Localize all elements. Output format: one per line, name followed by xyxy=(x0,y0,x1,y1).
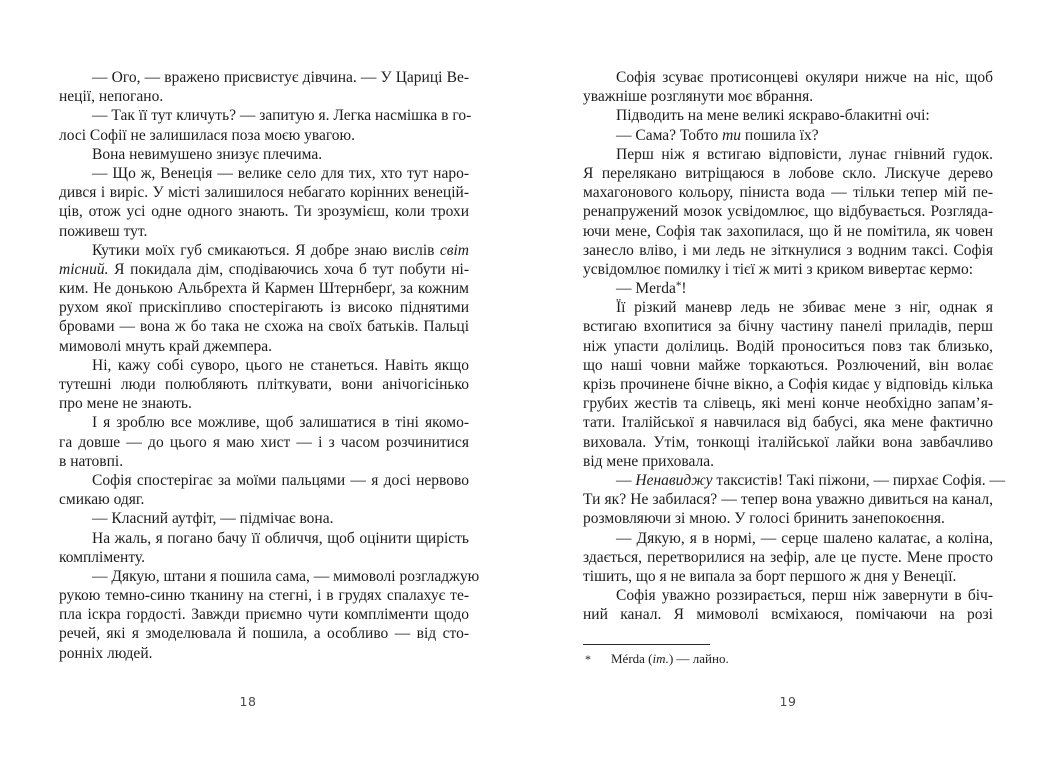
paragraph xyxy=(583,279,993,298)
text-run: — Дякую, штани я пошила сама, — мимоволі розгладжую xyxy=(92,567,480,585)
text-line xyxy=(59,433,469,452)
paragraph xyxy=(583,126,993,145)
text-line xyxy=(59,413,469,432)
paragraph xyxy=(59,106,472,144)
text-run: грубих жестів та слівець, які мені конче необхідно запам’я- xyxy=(583,395,993,413)
text-line xyxy=(583,509,993,528)
text-run: поживеш тут. xyxy=(59,222,148,240)
page-number-right: 19 xyxy=(779,694,797,709)
text-run: в натовпі. xyxy=(59,452,124,470)
text-line xyxy=(583,68,993,87)
text-run: смикаю одяг. xyxy=(59,491,145,509)
footnote xyxy=(583,644,993,668)
italic-text: тісний. xyxy=(59,260,109,278)
text-run: Софія зсуває протисонцеві окуляри нижче на ніс, щоб xyxy=(616,69,993,86)
text-line xyxy=(59,68,469,87)
page-right-text-column xyxy=(583,68,1006,668)
text-run: виховала. Утім, тонкощі італійської лайки вона завбачливо xyxy=(583,433,993,451)
text-run: Вона невимушено знизує плечима. xyxy=(92,145,323,163)
text-line xyxy=(583,413,993,432)
text-line xyxy=(59,452,469,471)
footnote-reference-marker: * xyxy=(675,280,682,293)
text-line xyxy=(583,529,993,548)
text-line xyxy=(59,202,469,221)
text-run: дився і виріс. У місті залишилося небагато корінних венецій- xyxy=(59,184,469,202)
paragraph xyxy=(59,68,469,106)
text-line xyxy=(59,509,469,528)
text-line xyxy=(59,567,480,586)
text-line xyxy=(59,548,469,567)
text-run: Перш ніж я встигаю відповісти, лунає гнівний гудок. xyxy=(616,145,993,163)
text-run: речей, які я змоделювала й пошила, а особливо — від сто- xyxy=(59,625,469,643)
text-run: компліменту. xyxy=(59,548,145,566)
footnote-text xyxy=(583,650,993,668)
text-run: тутешні люди полюбляють пліткувати, вони анічогісінько xyxy=(59,376,469,393)
paragraph xyxy=(583,586,993,624)
text-run: Софія спостерігає за моїми пальцями — я досі нервово xyxy=(92,471,469,489)
paragraph xyxy=(59,145,469,164)
text-line xyxy=(59,126,469,145)
paragraph xyxy=(59,471,469,509)
text-line xyxy=(583,433,993,452)
text-line xyxy=(583,471,1006,490)
text-run: тати. Італійської я навчилася від бабусі, яка мене фактично xyxy=(583,414,993,432)
text-run: Підводить на мене великі яскраво-блакитні очі: xyxy=(616,107,930,125)
text-line xyxy=(583,337,993,356)
text-line xyxy=(59,337,469,356)
page-left-text-column xyxy=(59,68,480,663)
footnote-marker: * xyxy=(585,652,591,667)
text-run: занесло вліво, і ми ледь не зіткнулися з водним таксі. Софія xyxy=(583,241,993,259)
paragraph xyxy=(59,356,469,414)
text-run: — Сама? Тобто xyxy=(616,126,723,144)
italic-text: ти xyxy=(722,126,742,144)
text-run: рухом якої прискіпливо спостерігають із високо піднятими xyxy=(59,299,469,317)
text-run: ким. Не донькою Альбрехта й Кармен Штернберґ, за кожним xyxy=(59,280,469,298)
text-line xyxy=(59,356,469,375)
text-run: — Класний аутфіт, — підмічає вона. xyxy=(92,510,334,528)
text-run: ) — лайно. xyxy=(668,651,729,667)
text-line xyxy=(583,87,993,106)
paragraph xyxy=(59,567,480,663)
text-run: ніж упасти долілиць. Водій проноситься повз так близько, xyxy=(583,337,993,355)
text-run: пошила їх? xyxy=(741,126,819,144)
text-line xyxy=(583,164,993,183)
paragraph xyxy=(583,471,1006,529)
text-line xyxy=(583,375,993,394)
italic-text: іт. xyxy=(652,651,669,667)
text-line xyxy=(59,644,469,663)
text-line xyxy=(59,605,469,624)
text-run: тішить, що я не випала за борт першого ж дня у Венеції. xyxy=(583,567,957,585)
text-run: таксистів! Такі піжони, — пирхає Софія. — xyxy=(712,471,1006,489)
italic-text: Ненавиджу xyxy=(635,471,713,489)
text-run: про мене не знають. xyxy=(59,395,192,413)
text-run: га довше — до цього я маю хист — і з часом розчинитися xyxy=(59,433,469,451)
text-line xyxy=(583,222,993,241)
text-run: Ні, кажу собі суворо, цього не станеться. Навіть якщо xyxy=(92,356,469,374)
text-line xyxy=(583,356,993,375)
text-run: — Дякую, я в нормі, — серце шалено калатає, а коліна, xyxy=(616,529,993,547)
text-line xyxy=(583,605,993,624)
paragraph xyxy=(583,529,993,587)
text-run: крізь прочинене бічне вікно, а Софія кидає у відповідь кілька xyxy=(583,376,993,393)
text-run: ронніх людей. xyxy=(59,644,153,662)
paragraph xyxy=(59,164,469,241)
text-run: усвідомлює помилку і тієї ж миті з криком вивертає кермо: xyxy=(583,260,974,278)
text-line xyxy=(583,586,993,605)
text-run: — Що ж, Венеція — велике село для тих, хто тут наро- xyxy=(92,164,469,182)
paragraph xyxy=(583,106,993,125)
text-run: неції, непогано. xyxy=(59,88,164,106)
text-run: ців, отож усі одне одного знають. Ти зрозумієш, коли трохи xyxy=(59,203,469,221)
text-line xyxy=(583,567,993,586)
text-run: розмовляючи зі мною. У голосі бринить занепокоєння. xyxy=(583,510,945,528)
text-line xyxy=(59,298,469,317)
text-run: — Ого, — вражено присвистує дівчина. — У Цариці Ве- xyxy=(92,69,469,86)
text-run: встигаю вхопитися за бічну частину панелі приладів, перш xyxy=(583,318,993,336)
italic-text: світ xyxy=(439,241,469,259)
text-line xyxy=(59,529,469,548)
text-line xyxy=(59,183,469,202)
footnote-rule xyxy=(583,644,710,645)
text-line xyxy=(583,452,993,471)
text-line xyxy=(59,241,469,260)
paragraph xyxy=(583,68,993,106)
paragraph xyxy=(583,298,993,471)
text-line xyxy=(583,279,993,298)
text-run: махагонового кольору, піниста вода — тільки тепер мій пе- xyxy=(583,184,993,202)
paragraph xyxy=(59,241,469,356)
text-run: бровами — вона ж бо така не схожа на своїх батьків. Пальці xyxy=(59,318,469,336)
text-line xyxy=(583,394,993,413)
text-run: — xyxy=(616,471,636,489)
text-run: Я перелякано витріщаюся в лобове скло. Лискуче дерево xyxy=(583,164,993,182)
text-run: ренапружений мозок усвідомлює, що відбувається. Розгляда- xyxy=(583,203,993,221)
text-line xyxy=(583,298,993,317)
text-run: Mérda ( xyxy=(611,651,653,667)
text-line xyxy=(583,106,993,125)
text-run: — Так її тут кличуть? — запитую я. Легка насмішка в го- xyxy=(92,107,472,125)
text-run: І я зроблю все можливе, щоб залишатися в тіні якомо- xyxy=(92,414,469,432)
text-line xyxy=(59,222,469,241)
text-run: Кутики моїх губ смикаються. Я добре знаю вислів xyxy=(92,241,440,259)
text-run: що наші човни майже торкаються. Розлючений, він волає xyxy=(583,356,993,374)
text-line xyxy=(59,164,469,183)
text-run: лосі Софії не залишилася поза моєю увагою. xyxy=(59,126,356,144)
text-run: ! xyxy=(681,280,687,298)
text-run: Її різкий маневр ледь не збиває мене з ніг, однак я xyxy=(616,299,993,317)
text-run: уважніше розглянути моє вбрання. xyxy=(583,88,814,106)
text-run: рукою темно-синю тканину на стегні, і в грудях спалахує те- xyxy=(59,587,469,605)
text-run: ний канал. Я мимоволі всміхаюся, помічаючи на розі xyxy=(583,606,993,624)
paragraph xyxy=(59,509,469,528)
text-line xyxy=(59,317,469,336)
text-line xyxy=(583,548,993,567)
text-line xyxy=(59,279,469,298)
page-number-left: 18 xyxy=(239,694,257,709)
text-line xyxy=(583,145,993,164)
text-run: Я покидала дім, сподіваючись хоча б тут побути ні- xyxy=(108,260,469,278)
text-line xyxy=(583,183,993,202)
paragraph xyxy=(583,145,993,279)
text-line xyxy=(59,145,469,164)
text-run: Ти як? Не забилася? — тепер вона уважно дивиться на канал, xyxy=(583,491,993,509)
text-line xyxy=(59,490,469,509)
paragraph xyxy=(59,529,469,567)
text-line xyxy=(583,317,993,336)
text-line xyxy=(59,471,469,490)
paragraph xyxy=(59,413,469,471)
text-run: — Merda xyxy=(616,280,676,298)
text-line xyxy=(59,394,469,413)
text-line xyxy=(59,260,469,279)
text-line xyxy=(583,490,993,509)
text-run: ючи мене, Софія так захопилася, що й не помітила, як човен xyxy=(583,222,993,240)
text-run: Софія уважно роззирається, перш ніж завернути в біч- xyxy=(616,587,993,605)
text-line xyxy=(583,202,993,221)
text-line xyxy=(59,375,469,394)
text-run: мимоволі мнуть край джемпера. xyxy=(59,337,272,355)
text-line xyxy=(583,126,993,145)
text-line xyxy=(59,87,469,106)
text-line xyxy=(583,241,993,260)
text-run: від мене приховала. xyxy=(583,452,714,470)
text-line xyxy=(59,106,472,125)
text-line xyxy=(59,624,469,643)
text-line xyxy=(59,586,469,605)
text-line xyxy=(583,260,993,279)
text-run: На жаль, я погано бачу її обличчя, щоб оцінити щирість xyxy=(92,529,469,547)
text-run: пла іскра гордості. Завжди приємно чути компліменти щодо xyxy=(59,606,469,624)
text-run: здається, перетворилися на зефір, але це пусте. Мене просто xyxy=(583,548,993,566)
